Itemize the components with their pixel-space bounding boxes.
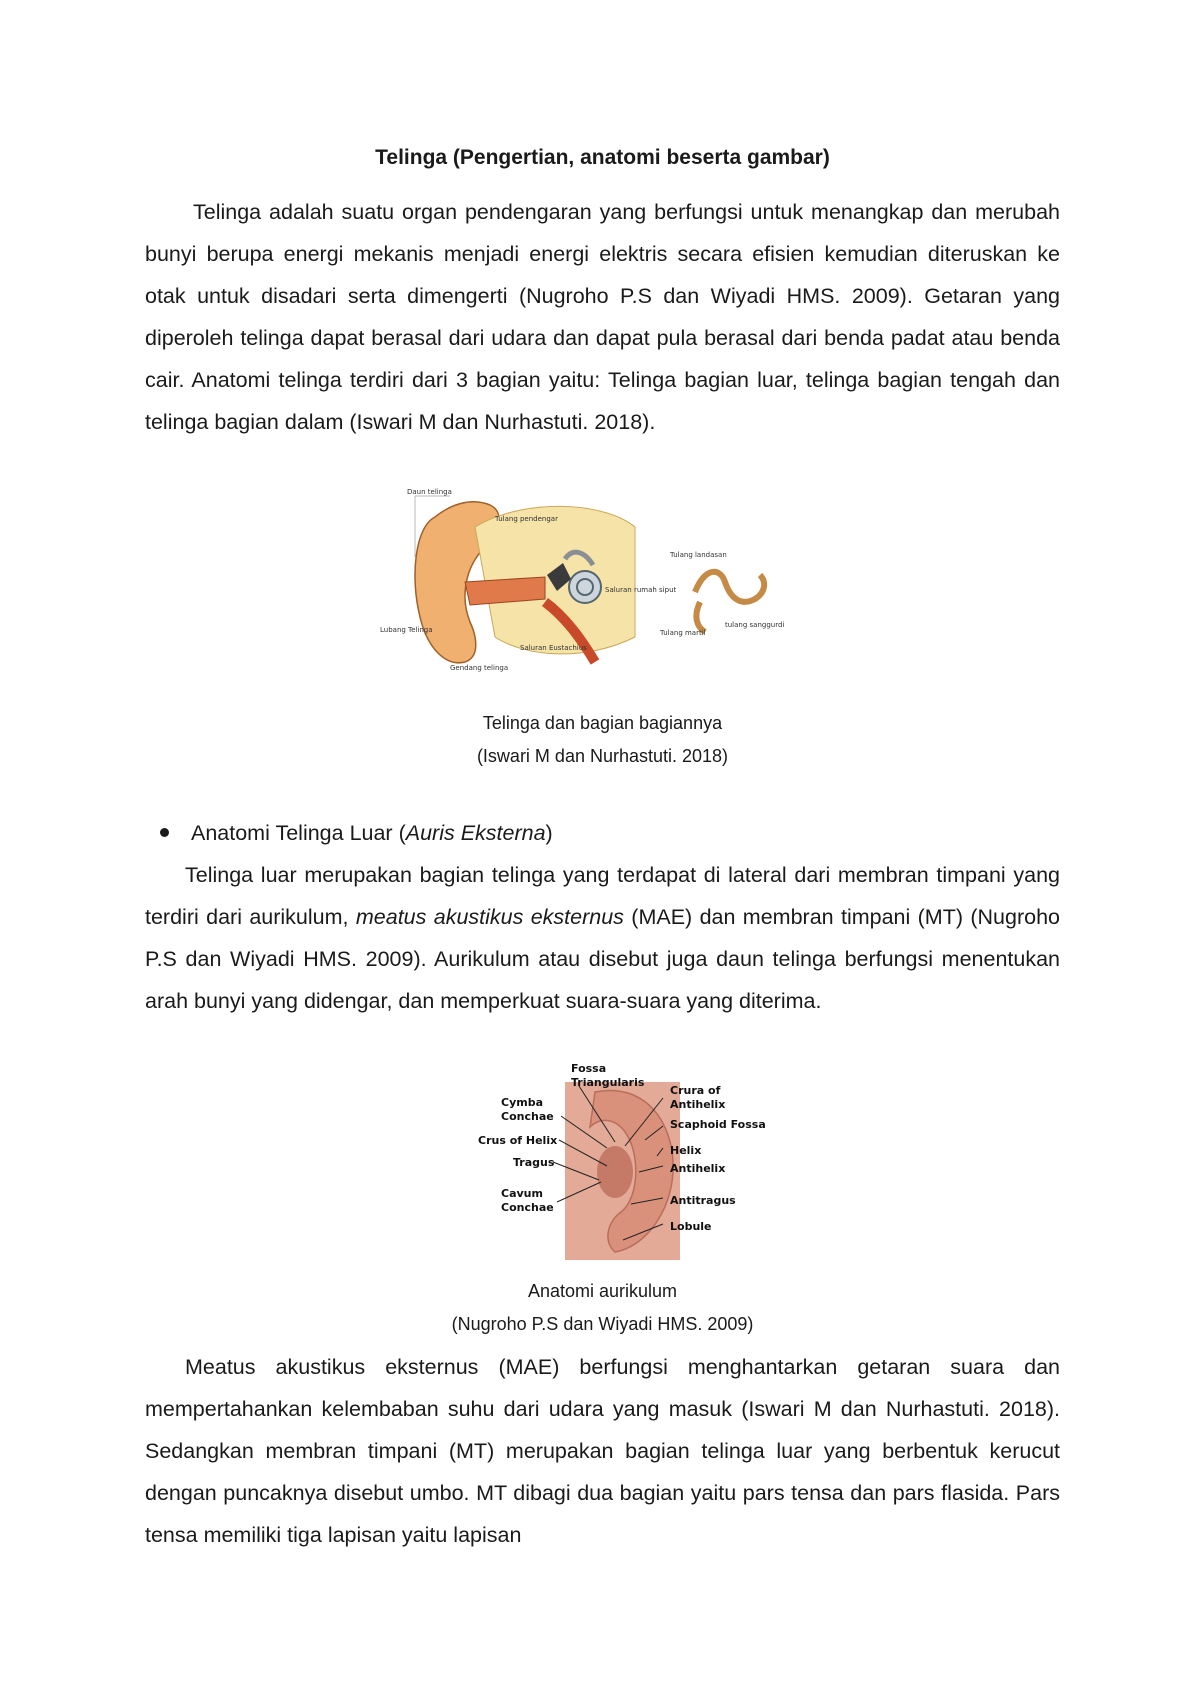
label-crura-of-antihelix-1: Crura of — [670, 1084, 721, 1097]
label-crura-of-antihelix-2: Antihelix — [670, 1098, 726, 1111]
cochlea-shape — [569, 571, 601, 603]
label-tulang-martil: Tulang martil — [660, 629, 706, 637]
label-antihelix: Antihelix — [670, 1162, 726, 1175]
label-tulang-landasan: Tulang landasan — [670, 551, 727, 559]
label-cymba-conchae-1: Cymba — [501, 1096, 544, 1109]
label-crus-of-helix: Crus of Helix — [478, 1134, 558, 1147]
heading-prefix: Anatomi Telinga Luar ( — [191, 821, 406, 845]
figure1-source: (Iswari M dan Nurhastuti. 2018) — [476, 746, 729, 766]
label-cavum-conchae-2: Conchae — [501, 1201, 554, 1214]
label-cavum-conchae-1: Cavum — [501, 1187, 543, 1200]
heading-italic: Auris Eksterna — [405, 821, 546, 845]
ossicles-detail — [695, 572, 764, 602]
bullet-icon — [160, 828, 169, 837]
intro-paragraph: Telinga adalah suatu organ pendengaran yang berfungsi untuk menangkap dan merubah bunyi berupa energi mekanis menjadi energi elektris secara efisien kemudian diteruskan ke otak untuk disadari serta dimengerti (Nugroho P.S dan Wiyadi HMS. 2009). Getaran yang diperoleh telinga dapat berasal dari udara dan dapat pula berasal dari benda padat atau benda cair. Anatomi telinga terdiri dari 3 bagian yaitu: Telinga bagian luar, telinga bagian tengah dan telinga bagian dalam (Iswari M dan Nurhastuti. 2018). — [145, 200, 1060, 434]
p1-text-a: Telinga luar merupakan bagian telinga yang terdapat di lateral dari membran timpani yang terdiri dari aurikulum, — [145, 863, 1060, 929]
page-title: Telinga (Pengertian, anatomi beserta gambar) — [375, 146, 830, 169]
figure2-source: (Nugroho P.S dan Wiyadi HMS. 2009) — [451, 1314, 754, 1334]
p1-italic-term: meatus akustikus eksternus — [355, 905, 624, 929]
section-heading-telinga-luar — [160, 812, 553, 854]
label-scaphoid-fossa: Scaphoid Fossa — [670, 1118, 766, 1131]
label-fossa-triangularis-1: Fossa — [571, 1062, 607, 1075]
ear-anatomy-figure — [380, 487, 845, 687]
label-antitragus: Antitragus — [670, 1194, 736, 1207]
p1-text-b: (MAE) dan membran timpani (MT) (Nugroho P.S dan Wiyadi HMS. 2009). Aurikulum atau disebut juga daun telinga berfungsi menentukan arah bunyi yang didengar, dan memperkuat suara-suara yang diterima. — [145, 905, 1060, 1013]
heading-suffix: ) — [545, 821, 553, 845]
label-cymba-conchae-2: Conchae — [501, 1110, 554, 1123]
label-lubang-telinga: Lubang Telinga — [380, 626, 433, 634]
label-daun-telinga: Daun telinga — [407, 488, 452, 496]
label-fossa-triangularis-2: Triangularis — [571, 1076, 645, 1089]
telinga-luar-paragraph — [145, 854, 1060, 1022]
label-helix: Helix — [670, 1144, 702, 1157]
mae-paragraph: Meatus akustikus eksternus (MAE) berfungsi menghantarkan getaran suara dan mempertahankan kelembaban suhu dari udara yang masuk (Iswari M dan Nurhastuti. 2018). Sedangkan membran timpani (MT) merupakan bagian telinga luar yang berbentuk kerucut dengan puncaknya disebut umbo. MT dibagi dua bagian yaitu pars tensa dan pars flasida. Pars tensa memiliki tiga lapisan yaitu lapisan — [145, 1355, 1060, 1547]
label-saluran-eustachius: Saluran Eustachius — [520, 644, 587, 652]
figure2-caption: Anatomi aurikulum — [527, 1281, 678, 1301]
label-tulang-pendengar: Tulang pendengar — [495, 515, 558, 523]
auricle-anatomy-figure — [475, 1062, 775, 1262]
label-lobule: Lobule — [670, 1220, 712, 1233]
label-gendang-telinga: Gendang telinga — [450, 664, 509, 672]
label-saluran-rumah-siput: Saluran rumah siput — [605, 586, 677, 594]
label-tulang-sanggurdi: tulang sanggurdi — [725, 621, 785, 629]
label-tragus: Tragus — [513, 1156, 555, 1169]
figure1-caption: Telinga dan bagian bagiannya — [482, 713, 723, 733]
